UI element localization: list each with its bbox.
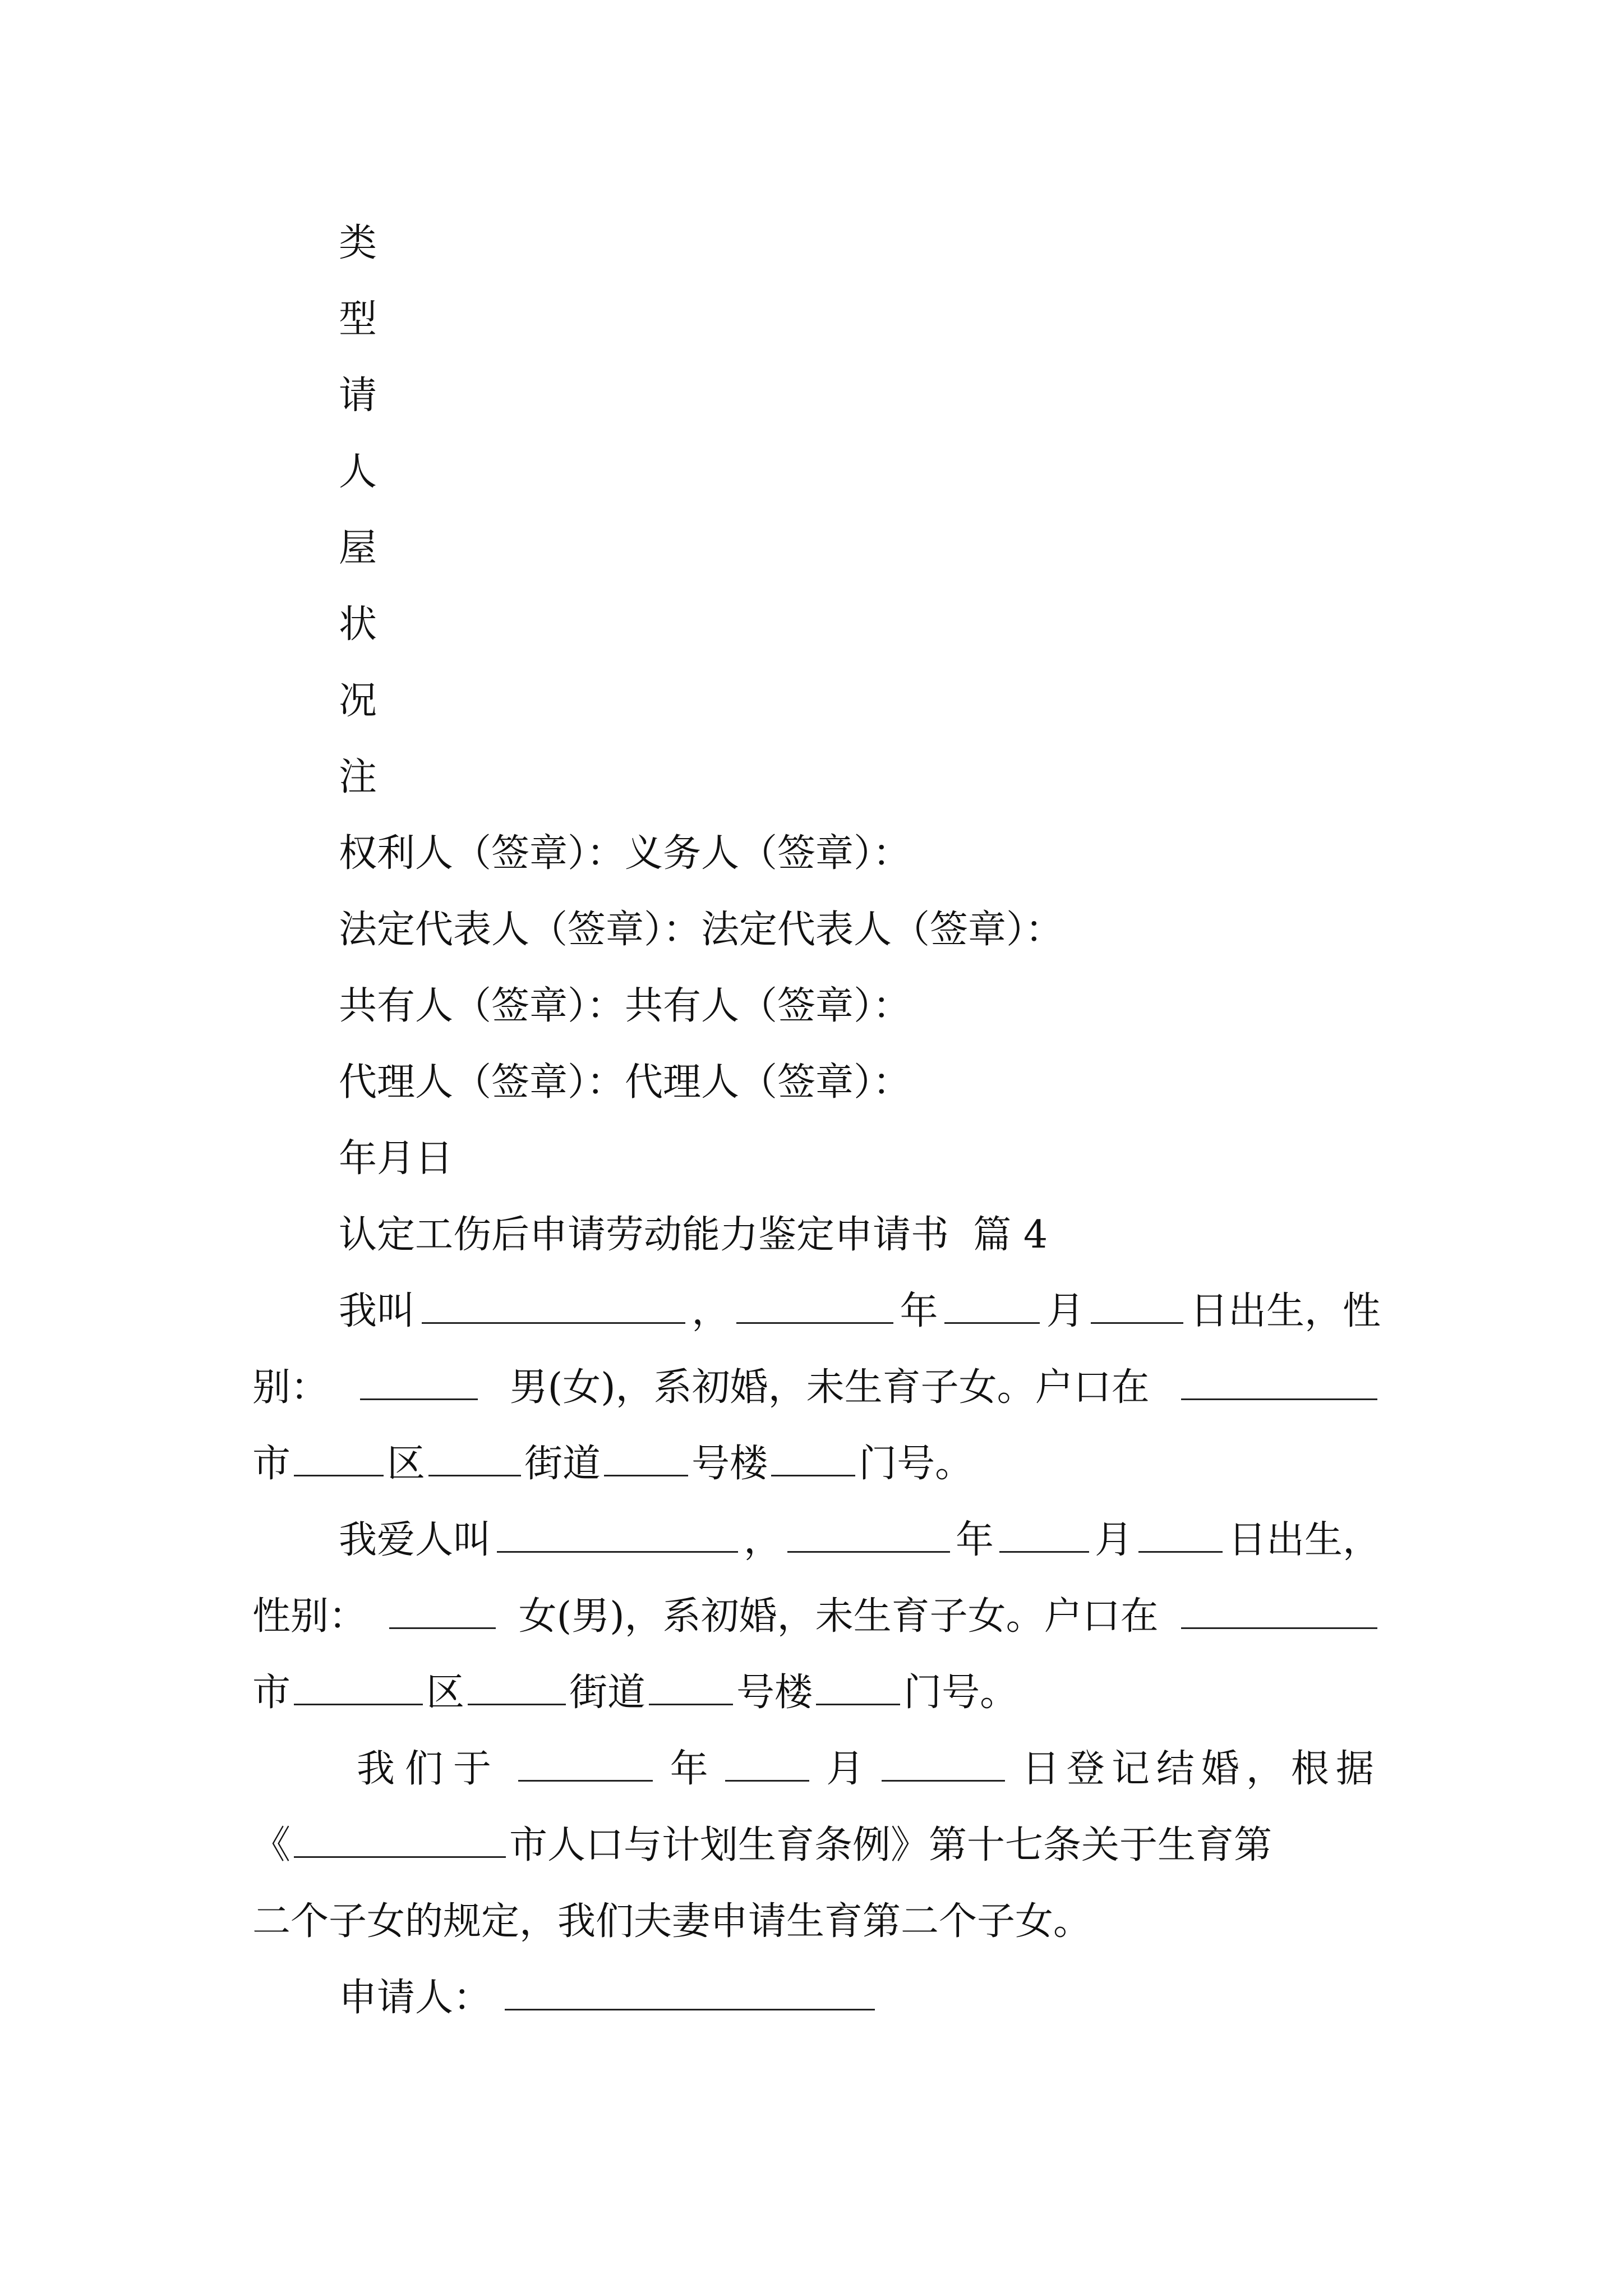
vertical-label: 屋 bbox=[339, 526, 377, 570]
building-blank[interactable] bbox=[649, 1661, 733, 1705]
paragraph3-line2 bbox=[252, 1807, 1623, 1884]
text-segment: 号楼 bbox=[736, 1671, 813, 1715]
vertical-label: 类 bbox=[339, 221, 377, 265]
text-segment: 市人口与计划生育条例》第十七条关于生育第 bbox=[509, 1823, 1272, 1867]
text-segment: 市 bbox=[252, 1671, 291, 1715]
signature-line: 代理人（签章）：代理人（签章）： bbox=[339, 1060, 911, 1105]
vertical-label: 注 bbox=[339, 755, 377, 799]
day-blank[interactable] bbox=[1091, 1280, 1183, 1324]
text-segment: 年 bbox=[900, 1289, 938, 1333]
gender-blank[interactable] bbox=[360, 1356, 478, 1400]
text-segment: 《 bbox=[252, 1823, 291, 1867]
text-segment: 我叫 bbox=[339, 1289, 416, 1333]
text-segment: 日出生，性 bbox=[1189, 1289, 1381, 1333]
district-blank[interactable] bbox=[294, 1432, 384, 1476]
text-segment: 别： bbox=[252, 1365, 329, 1410]
day-blank[interactable] bbox=[1138, 1508, 1223, 1553]
signature-line: 权利人（签章）：义务人（签章）： bbox=[339, 831, 911, 876]
text-segment: 门号。 bbox=[903, 1671, 1018, 1715]
text-segment: 日出生， bbox=[1228, 1518, 1381, 1562]
text-segment: 我爱人叫 bbox=[339, 1518, 492, 1562]
door-blank[interactable] bbox=[771, 1432, 855, 1476]
paragraph1-line2 bbox=[252, 1350, 1623, 1426]
vertical-label: 人 bbox=[339, 450, 377, 494]
building-blank[interactable] bbox=[604, 1432, 688, 1476]
paragraph3-line1 bbox=[357, 1731, 1623, 1807]
vertical-label: 型 bbox=[339, 297, 377, 342]
vertical-label: 请 bbox=[339, 374, 377, 418]
text-segment: ， bbox=[691, 1289, 730, 1333]
text-segment: 月 bbox=[1046, 1289, 1085, 1333]
month-blank[interactable] bbox=[944, 1280, 1040, 1324]
text-segment: 我们于 bbox=[357, 1747, 502, 1791]
paragraph2-line3 bbox=[252, 1655, 1623, 1731]
text-segment: 日登记结婚，根据 bbox=[1021, 1747, 1381, 1791]
door-blank[interactable] bbox=[816, 1661, 900, 1705]
street-blank[interactable] bbox=[428, 1432, 521, 1476]
section-title: 认定工伤后申请劳动能力鉴定申请书 篇 4 bbox=[339, 1213, 1048, 1257]
applicant-signature-blank[interactable] bbox=[505, 1966, 875, 2010]
spouse-name-blank[interactable] bbox=[497, 1508, 738, 1553]
marriage-month-blank[interactable] bbox=[725, 1737, 809, 1782]
district-blank[interactable] bbox=[294, 1661, 423, 1705]
text-segment: 年 bbox=[670, 1747, 708, 1791]
text-segment: 月 bbox=[826, 1747, 865, 1791]
text-segment: 月 bbox=[1094, 1518, 1133, 1562]
marriage-day-blank[interactable] bbox=[882, 1737, 1005, 1782]
text-segment: ， bbox=[743, 1518, 782, 1562]
text-segment: 女(男)，系初婚，未生育子女。户口在 bbox=[518, 1594, 1159, 1639]
hukou-blank[interactable] bbox=[1181, 1585, 1377, 1629]
name-blank[interactable] bbox=[422, 1280, 685, 1324]
month-blank[interactable] bbox=[999, 1508, 1089, 1553]
applicant-label: 申请人： bbox=[339, 1976, 492, 2020]
gender-blank[interactable] bbox=[389, 1585, 496, 1629]
text-segment: 街道 bbox=[524, 1442, 601, 1486]
year-blank[interactable] bbox=[787, 1508, 950, 1553]
vertical-label: 况 bbox=[339, 679, 377, 723]
year-blank[interactable] bbox=[736, 1280, 893, 1324]
signature-line: 共有人（签章）：共有人（签章）： bbox=[339, 984, 911, 1028]
text-segment: 市 bbox=[252, 1442, 291, 1486]
text-segment: 区 bbox=[426, 1671, 465, 1715]
text-segment: 年 bbox=[955, 1518, 994, 1562]
text-segment: 街道 bbox=[569, 1671, 646, 1715]
hukou-blank[interactable] bbox=[1181, 1356, 1377, 1400]
marriage-year-blank[interactable] bbox=[518, 1737, 653, 1782]
city-blank[interactable] bbox=[294, 1814, 506, 1858]
paragraph2-line2 bbox=[252, 1579, 1623, 1655]
street-blank[interactable] bbox=[468, 1661, 566, 1705]
applicant-line bbox=[339, 1960, 1623, 2036]
vertical-label: 状 bbox=[339, 602, 377, 647]
text-segment: 门号。 bbox=[859, 1442, 974, 1486]
paragraph3-line3: 二个子女的规定，我们夫妻申请生育第二个子女。 bbox=[252, 1899, 1092, 1944]
paragraph2-line1 bbox=[339, 1502, 1623, 1579]
text-segment: 区 bbox=[387, 1442, 426, 1486]
paragraph1-line3 bbox=[252, 1426, 1623, 1502]
text-segment: 男(女)，系初婚，未生育子女。户口在 bbox=[509, 1365, 1150, 1410]
date-line: 年月日 bbox=[339, 1137, 454, 1181]
paragraph1-line1 bbox=[339, 1273, 1623, 1350]
text-segment: 性别： bbox=[252, 1594, 367, 1639]
signature-line: 法定代表人（签章）：法定代表人（签章）： bbox=[339, 908, 1064, 952]
text-segment: 号楼 bbox=[691, 1442, 768, 1486]
